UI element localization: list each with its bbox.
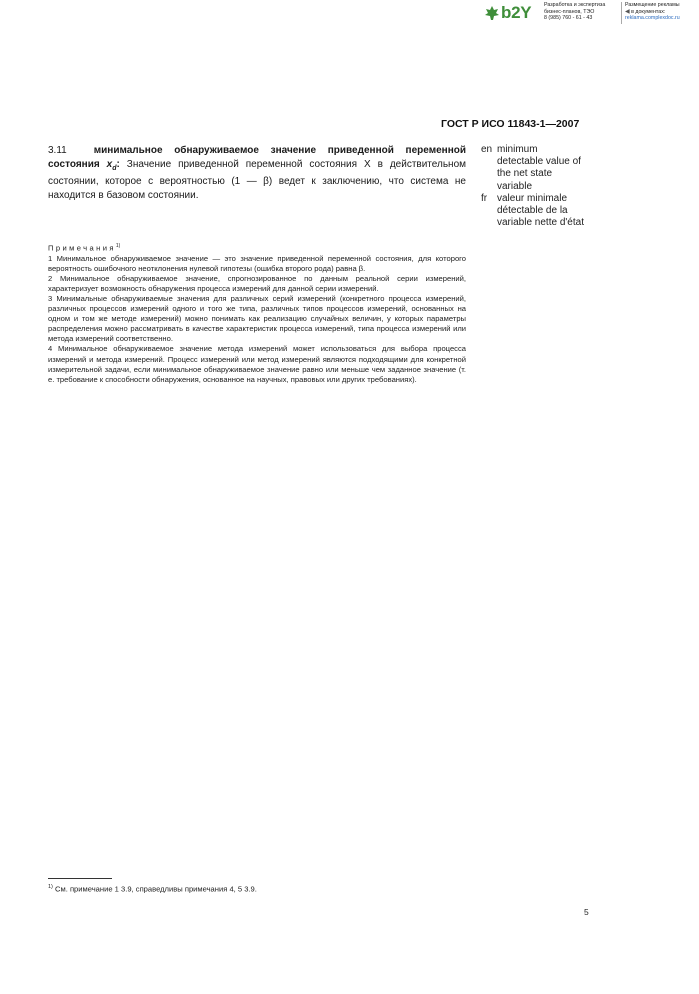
lang-code: fr bbox=[481, 192, 488, 204]
phone-number: 8 (985) 760 - 61 - 43 bbox=[544, 15, 593, 22]
header-divider bbox=[621, 2, 622, 24]
footnote-mark: 1) bbox=[48, 884, 53, 890]
foreign-line: variable nette d'état bbox=[497, 217, 584, 229]
ad-info bbox=[625, 2, 680, 22]
foreign-term-fr bbox=[481, 193, 627, 230]
foreign-line: the net state bbox=[497, 168, 553, 180]
foreign-line: minimum bbox=[497, 144, 538, 155]
lang-code: en bbox=[481, 144, 493, 155]
term-symbol: $x_d$ bbox=[106, 158, 117, 172]
services-line: бизнес-планов, ТЭО bbox=[544, 8, 595, 15]
note-item: 2 Минимальное обнаруживаемое значение, спрогнозированное по данным реальной серии измерений, характеризует возможность обнаружения процесса измерений для данной серии измерений. bbox=[48, 273, 466, 293]
note-item: 4 Минимальное обнаруживаемое значение метода измерений может использоваться для выбора процесса измерений и метода измерений. Процесс измерений или метод измерений являются подходящими для конкретной измерительной задачи, если минимальное обнаруживаемое значение равно или меньше чем заданное значение (т. е. требование к способности обнаружения, основанное на научных, правовых или других требованиях). bbox=[48, 344, 466, 384]
ad-link[interactable]: reklama.complexdoc.ru bbox=[625, 15, 680, 22]
services-info bbox=[544, 2, 605, 22]
foreign-line: valeur minimale bbox=[497, 192, 568, 204]
ad-title: Размещение рекламы bbox=[625, 2, 680, 8]
notes-title: Примечания bbox=[48, 243, 116, 253]
arrow-left-icon: ◀ bbox=[625, 8, 630, 15]
footnote-ref[interactable]: 1) bbox=[115, 243, 121, 249]
notes-section bbox=[48, 241, 466, 385]
page-number: 5 bbox=[584, 907, 589, 917]
foreign-line: detectable value of bbox=[497, 156, 581, 168]
brand-name: b2Y bbox=[501, 3, 532, 22]
term-entry: 3.11 минимальное обнаруживаемое значение приведенной переменной состояния $x_d$: Значение приведенной переменной состояния X в действительном состоянии, которое с вероятностью (1 — β) ведет к заключению, что система не находится в базовом состоянии. bbox=[48, 145, 467, 201]
term-name: минимальное обнаруживаемое значение приведенной переменной состояния bbox=[48, 145, 466, 170]
term-number: 3.11 bbox=[48, 145, 67, 156]
foreign-line: détectable de la bbox=[497, 205, 568, 217]
note-item: 1 Минимальное обнаруживаемое значение — это значение приведенной переменной состояния, для которого вероятность ошибочного неотклонения нулевой гипотезы (ошибка второго рода) равна β. bbox=[48, 253, 466, 273]
foreign-equivalents bbox=[481, 144, 627, 229]
standard-code: ГОСТ Р ИСО 11843-1—2007 bbox=[441, 118, 580, 130]
note-item: 3 Минимальные обнаруживаемые значения для различных серий измерений (конкретного процесса измерений, различных процессов измерений одного и того же типа, различных типов процессов измерений, основанных на одном и том же методе измерений) можно понимать как реализацию случайных величин, у которых параметры распределения можно рассматривать в качестве характеристик процесса измерений, типа процесса измерений или метода измерений соответственно. bbox=[48, 294, 466, 344]
foreign-term-en bbox=[481, 144, 627, 193]
term-definition: Значение приведенной переменной состояния X в действительном состоянии, которое с вероятностью (1 — β) ведет к заключению, что система не находится в базовом состоянии. bbox=[48, 158, 467, 201]
leaf-logo-icon bbox=[485, 6, 499, 20]
foreign-line: variable bbox=[497, 180, 533, 192]
footnote-text: См. примечание 1 3.9, справедливы примечания 4, 5 3.9. bbox=[55, 884, 257, 894]
footnote-rule bbox=[48, 878, 112, 879]
ad-subtitle: в документах: bbox=[631, 8, 666, 15]
footnote bbox=[48, 884, 257, 894]
b2y-logo[interactable] bbox=[485, 3, 531, 23]
services-line: Разработка и экспертиза bbox=[544, 2, 606, 8]
